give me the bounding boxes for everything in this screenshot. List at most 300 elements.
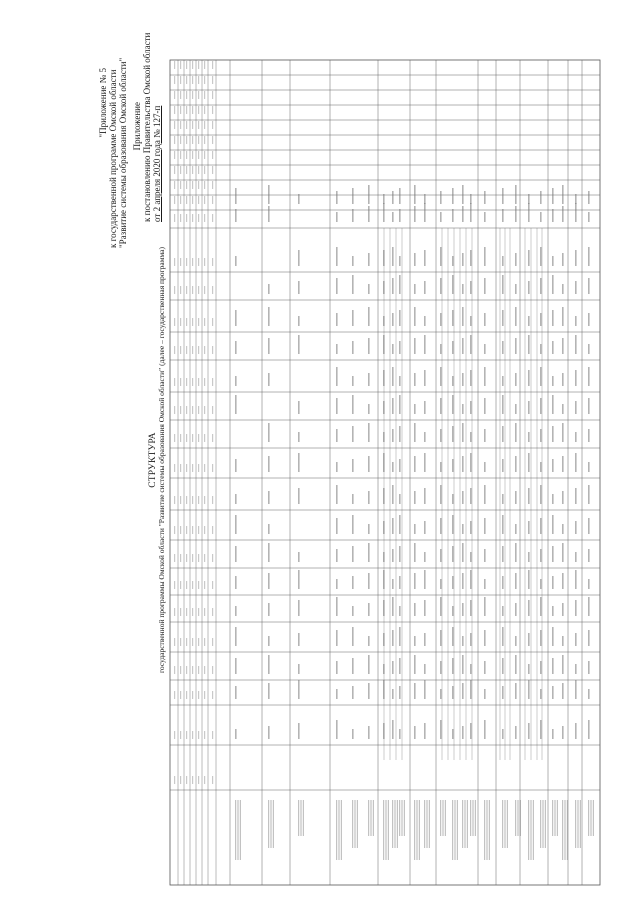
- header-text-mark: [186, 464, 187, 472]
- cell-text-mark: [392, 661, 394, 674]
- header-text-mark: [198, 731, 199, 739]
- header-text-mark: [204, 464, 205, 472]
- cell-text-mark: [470, 633, 472, 646]
- cell-text-mark: [235, 256, 237, 266]
- cell-text-mark: [424, 600, 426, 616]
- header-text-mark: [212, 91, 213, 99]
- cell-text-mark: [540, 661, 542, 674]
- header-text-mark: [174, 464, 175, 472]
- header-text-mark: [192, 214, 193, 222]
- cell-text-mark: [462, 206, 464, 222]
- header-text-mark: [198, 106, 199, 114]
- cell-text-mark: [392, 800, 393, 848]
- cell-text-mark: [470, 250, 472, 266]
- cell-text-mark: [452, 188, 454, 204]
- cell-text-mark: [502, 376, 504, 386]
- cell-text-mark: [567, 800, 568, 860]
- cell-text-mark: [502, 686, 504, 699]
- header-text-mark: [204, 196, 205, 204]
- cell-text-mark: [484, 212, 486, 222]
- header-text-mark: [174, 731, 175, 739]
- cell-text-mark: [452, 658, 454, 674]
- cell-text-mark: [484, 313, 486, 326]
- header-text-mark: [180, 496, 181, 504]
- cell-text-mark: [235, 546, 237, 562]
- cell-text-mark: [452, 256, 454, 266]
- cell-text-mark: [383, 488, 385, 504]
- cell-text-mark: [429, 800, 430, 848]
- cell-text-mark: [575, 552, 577, 562]
- header-text-mark: [174, 166, 175, 174]
- cell-text-mark: [502, 310, 504, 326]
- cell-text-mark: [540, 344, 542, 354]
- cell-text-mark: [235, 459, 237, 472]
- cell-text-mark: [352, 310, 354, 326]
- header-text-mark: [186, 166, 187, 174]
- header-text-mark: [192, 464, 193, 472]
- cell-text-mark: [502, 188, 504, 204]
- cell-text-mark: [336, 485, 338, 504]
- cell-text-mark: [502, 426, 504, 442]
- cell-text-mark: [502, 459, 504, 472]
- cell-text-mark: [515, 491, 517, 504]
- header-text-mark: [192, 581, 193, 589]
- cell-text-mark: [562, 423, 564, 442]
- cell-text-mark: [336, 344, 338, 354]
- cell-text-mark: [540, 597, 542, 616]
- header-text-mark: [198, 434, 199, 442]
- cell-text-mark: [470, 316, 472, 326]
- cell-text-mark: [462, 800, 463, 848]
- header-text-mark: [212, 464, 213, 472]
- cell-text-mark: [440, 344, 442, 354]
- cell-text-mark: [452, 341, 454, 354]
- cell-text-mark: [540, 689, 542, 699]
- cell-text-mark: [540, 630, 542, 646]
- cell-text-mark: [392, 212, 394, 222]
- cell-text-mark: [268, 543, 270, 562]
- cell-text-mark: [383, 316, 385, 326]
- cell-text-mark: [383, 664, 385, 674]
- header-text-mark: [212, 166, 213, 174]
- header-text-mark: [198, 61, 199, 69]
- cell-text-mark: [394, 800, 395, 848]
- header-text-mark: [192, 318, 193, 326]
- cell-text-mark: [588, 313, 590, 326]
- cell-text-mark: [528, 281, 530, 294]
- header-text-mark: [204, 776, 205, 784]
- cell-text-mark: [562, 206, 564, 222]
- cell-text-mark: [502, 209, 504, 222]
- cell-text-mark: [575, 281, 577, 294]
- cell-text-mark: [352, 188, 354, 204]
- cell-text-mark: [552, 800, 553, 836]
- cell-text-mark: [540, 485, 542, 504]
- cell-text-mark: [424, 281, 426, 294]
- cell-text-mark: [588, 689, 590, 699]
- cell-text-mark: [370, 800, 371, 836]
- cell-text-mark: [424, 432, 426, 442]
- cell-text-mark: [268, 491, 270, 504]
- header-text-mark: [174, 121, 175, 129]
- cell-text-mark: [588, 597, 590, 616]
- cell-text-mark: [392, 720, 394, 739]
- header-text-mark: [180, 121, 181, 129]
- header-text-mark: [180, 318, 181, 326]
- cell-text-mark: [562, 726, 564, 739]
- header-text-mark: [204, 91, 205, 99]
- cell-text-mark: [383, 723, 385, 739]
- header-text-mark: [198, 526, 199, 534]
- header-text-mark: [204, 106, 205, 114]
- header-text-mark: [198, 346, 199, 354]
- cell-text-mark: [484, 597, 486, 616]
- cell-text-mark: [515, 683, 517, 699]
- cell-text-mark: [528, 453, 530, 472]
- header-text-mark: [192, 258, 193, 266]
- appendix-line-3: от 2 апреля 2020 года № 127-п: [152, 105, 162, 222]
- header-text-mark: [186, 378, 187, 386]
- cell-text-mark: [298, 723, 300, 739]
- header-text-mark: [186, 151, 187, 159]
- header-text-mark: [198, 121, 199, 129]
- cell-text-mark: [368, 456, 370, 472]
- cell-text-mark: [528, 633, 530, 646]
- header-text-mark: [204, 214, 205, 222]
- header-text-mark: [212, 731, 213, 739]
- cell-text-mark: [588, 212, 590, 222]
- cell-text-mark: [298, 453, 300, 472]
- header-text-mark: [186, 76, 187, 84]
- header-text-mark: [192, 151, 193, 159]
- cell-text-mark: [515, 636, 517, 646]
- header-text-mark: [174, 526, 175, 534]
- cell-text-mark: [462, 543, 464, 562]
- cell-text-mark: [414, 404, 416, 414]
- cell-text-mark: [540, 549, 542, 562]
- cell-text-mark: [399, 515, 401, 534]
- header-text-mark: [174, 378, 175, 386]
- header-text-mark: [186, 258, 187, 266]
- header-text-mark: [198, 776, 199, 784]
- cell-text-mark: [397, 800, 398, 848]
- cell-text-mark: [552, 376, 554, 386]
- cell-text-mark: [484, 462, 486, 472]
- cell-text-mark: [552, 515, 554, 534]
- header-text-mark: [180, 214, 181, 222]
- cell-text-mark: [336, 549, 338, 562]
- cell-text-mark: [424, 521, 426, 534]
- cell-text-mark: [383, 521, 385, 534]
- cell-text-mark: [484, 689, 486, 699]
- header-text-mark: [198, 496, 199, 504]
- header-text-mark: [192, 166, 193, 174]
- cell-text-mark: [575, 370, 577, 386]
- cell-text-mark: [235, 209, 237, 222]
- cell-text-mark: [414, 423, 416, 442]
- header-text-mark: [212, 581, 213, 589]
- cell-text-mark: [588, 344, 590, 354]
- header-text-mark: [180, 91, 181, 99]
- cell-text-mark: [268, 423, 270, 442]
- cell-text-mark: [528, 203, 530, 222]
- cell-text-mark: [588, 429, 590, 442]
- cell-text-mark: [414, 800, 415, 860]
- cell-text-mark: [562, 636, 564, 646]
- header-text-mark: [192, 346, 193, 354]
- cell-text-mark: [414, 603, 416, 616]
- header-text-mark: [174, 136, 175, 144]
- cell-text-mark: [552, 729, 554, 739]
- cell-text-mark: [373, 800, 374, 836]
- header-text-mark: [186, 666, 187, 674]
- header-text-mark: [212, 554, 213, 562]
- cell-text-mark: [540, 462, 542, 472]
- cell-text-mark: [235, 494, 237, 504]
- cell-text-mark: [528, 664, 530, 674]
- header-text-mark: [174, 496, 175, 504]
- cell-text-mark: [392, 630, 394, 646]
- cell-text-mark: [392, 367, 394, 386]
- header-text-mark: [212, 196, 213, 204]
- cell-text-mark: [475, 800, 476, 836]
- cell-text-mark: [470, 194, 472, 204]
- cell-text-mark: [540, 579, 542, 589]
- cell-text-mark: [557, 800, 558, 836]
- cell-text-mark: [354, 800, 355, 848]
- cell-text-mark: [528, 723, 530, 739]
- cell-text-mark: [416, 800, 417, 860]
- cell-text-mark: [336, 247, 338, 266]
- header-text-mark: [204, 378, 205, 386]
- cell-text-mark: [368, 603, 370, 616]
- header-text-mark: [180, 151, 181, 159]
- header-text-mark: [186, 608, 187, 616]
- cell-text-mark: [515, 373, 517, 386]
- cell-text-mark: [470, 600, 472, 616]
- cell-text-mark: [467, 800, 468, 848]
- header-text-mark: [180, 76, 181, 84]
- cell-text-mark: [502, 606, 504, 616]
- header-text-mark: [198, 608, 199, 616]
- cell-text-mark: [368, 726, 370, 739]
- cell-text-mark: [528, 521, 530, 534]
- cell-text-mark: [368, 543, 370, 562]
- cell-text-mark: [392, 429, 394, 442]
- cell-text-mark: [440, 367, 442, 386]
- header-text-mark: [212, 76, 213, 84]
- cell-text-mark: [399, 576, 401, 589]
- cell-text-mark: [424, 370, 426, 386]
- header-text-mark: [174, 76, 175, 84]
- cell-text-mark: [419, 800, 420, 860]
- cell-text-mark: [588, 278, 590, 294]
- cell-text-mark: [352, 256, 354, 266]
- cell-text-mark: [336, 313, 338, 326]
- cell-text-mark: [392, 398, 394, 414]
- header-text-mark: [180, 666, 181, 674]
- header-text-mark: [204, 406, 205, 414]
- cell-text-mark: [336, 212, 338, 222]
- cell-text-mark: [424, 723, 426, 739]
- cell-text-mark: [383, 453, 385, 472]
- header-text-mark: [198, 406, 199, 414]
- cell-text-mark: [528, 800, 529, 860]
- cell-text-mark: [336, 278, 338, 294]
- cell-text-mark: [237, 800, 238, 860]
- header-text-mark: [212, 61, 213, 69]
- header-text-mark: [212, 496, 213, 504]
- header-text-mark: [180, 166, 181, 174]
- cell-text-mark: [540, 398, 542, 414]
- cell-text-mark: [552, 606, 554, 616]
- cell-text-mark: [552, 341, 554, 354]
- cell-text-mark: [588, 549, 590, 562]
- cell-text-mark: [588, 579, 590, 589]
- cell-text-mark: [575, 203, 577, 222]
- cell-text-mark: [489, 800, 490, 860]
- cell-text-mark: [575, 800, 576, 848]
- header-text-mark: [186, 691, 187, 699]
- cell-text-mark: [440, 800, 441, 836]
- header-text-mark: [198, 76, 199, 84]
- header-text-mark: [174, 106, 175, 114]
- cell-text-mark: [298, 570, 300, 589]
- header-text-mark: [180, 638, 181, 646]
- header-text-mark: [192, 406, 193, 414]
- cell-text-mark: [452, 627, 454, 646]
- header-text-mark: [186, 121, 187, 129]
- cell-text-mark: [414, 338, 416, 354]
- cell-text-mark: [424, 203, 426, 222]
- header-text-mark: [198, 258, 199, 266]
- cell-text-mark: [462, 253, 464, 266]
- cell-text-mark: [352, 800, 353, 848]
- cell-text-mark: [352, 658, 354, 674]
- cell-text-mark: [462, 491, 464, 504]
- cell-text-mark: [552, 256, 554, 266]
- cell-text-mark: [452, 800, 453, 860]
- header-text-mark: [174, 581, 175, 589]
- cell-text-mark: [268, 636, 270, 646]
- cell-text-mark: [268, 573, 270, 589]
- cell-text-mark: [540, 191, 542, 204]
- header-text-mark: [180, 731, 181, 739]
- cell-text-mark: [240, 800, 241, 860]
- header-text-mark: [192, 526, 193, 534]
- cell-text-mark: [528, 194, 530, 204]
- cell-text-mark: [235, 576, 237, 589]
- cell-text-mark: [399, 606, 401, 616]
- cell-text-mark: [383, 281, 385, 294]
- cell-text-mark: [580, 800, 581, 848]
- header-text-mark: [204, 151, 205, 159]
- cell-text-mark: [235, 341, 237, 354]
- cell-text-mark: [552, 686, 554, 699]
- cell-text-mark: [336, 579, 338, 589]
- header-text-mark: [180, 526, 181, 534]
- header-text-mark: [192, 434, 193, 442]
- cell-text-mark: [540, 212, 542, 222]
- cell-text-mark: [575, 250, 577, 266]
- header-text-mark: [186, 581, 187, 589]
- header-text-mark: [174, 666, 175, 674]
- cell-text-mark: [462, 284, 464, 294]
- header-text-mark: [212, 258, 213, 266]
- header-text-mark: [186, 638, 187, 646]
- cell-text-mark: [552, 546, 554, 562]
- cell-text-mark: [562, 800, 563, 860]
- cell-text-mark: [562, 655, 564, 674]
- cell-text-mark: [298, 800, 299, 836]
- header-text-mark: [212, 346, 213, 354]
- header-text-mark: [174, 554, 175, 562]
- cell-text-mark: [528, 250, 530, 266]
- header-text-mark: [212, 406, 213, 414]
- cell-text-mark: [268, 655, 270, 674]
- cell-text-mark: [452, 376, 454, 386]
- cell-text-mark: [268, 338, 270, 354]
- header-text-mark: [180, 106, 181, 114]
- cell-text-mark: [440, 661, 442, 674]
- header-text-mark: [204, 258, 205, 266]
- cell-text-mark: [515, 307, 517, 326]
- cell-text-mark: [399, 686, 401, 699]
- cell-text-mark: [336, 597, 338, 616]
- cell-text-mark: [515, 206, 517, 222]
- header-text-mark: [174, 151, 175, 159]
- header-text-mark: [204, 136, 205, 144]
- cell-text-mark: [540, 518, 542, 534]
- header-text-mark: [212, 318, 213, 326]
- cell-text-mark: [414, 655, 416, 674]
- cell-text-mark: [575, 521, 577, 534]
- header-text-mark: [180, 581, 181, 589]
- cell-text-mark: [352, 515, 354, 534]
- cell-text-mark: [368, 284, 370, 294]
- header-text-mark: [198, 581, 199, 589]
- header-text-mark: [204, 638, 205, 646]
- cell-text-mark: [352, 426, 354, 442]
- cell-text-mark: [542, 800, 543, 848]
- cell-text-mark: [515, 338, 517, 354]
- header-text-mark: [174, 346, 175, 354]
- cell-text-mark: [440, 597, 442, 616]
- cell-text-mark: [368, 636, 370, 646]
- header-text-mark: [192, 731, 193, 739]
- cell-text-mark: [368, 373, 370, 386]
- header-text-mark: [186, 318, 187, 326]
- header-text-mark: [198, 286, 199, 294]
- header-text-mark: [192, 776, 193, 784]
- header-text-mark: [180, 378, 181, 386]
- cell-text-mark: [404, 800, 405, 836]
- header-text-mark: [186, 136, 187, 144]
- cell-text-mark: [392, 597, 394, 616]
- cell-text-mark: [530, 800, 531, 860]
- header-text-mark: [180, 406, 181, 414]
- header-text-mark: [204, 608, 205, 616]
- header-text-mark: [212, 181, 213, 189]
- cell-text-mark: [336, 191, 338, 204]
- cell-text-mark: [562, 373, 564, 386]
- cell-text-mark: [383, 370, 385, 386]
- header-text-mark: [186, 181, 187, 189]
- cell-text-mark: [562, 338, 564, 354]
- header-text-mark: [204, 76, 205, 84]
- cell-text-mark: [336, 720, 338, 739]
- cell-text-mark: [298, 401, 300, 414]
